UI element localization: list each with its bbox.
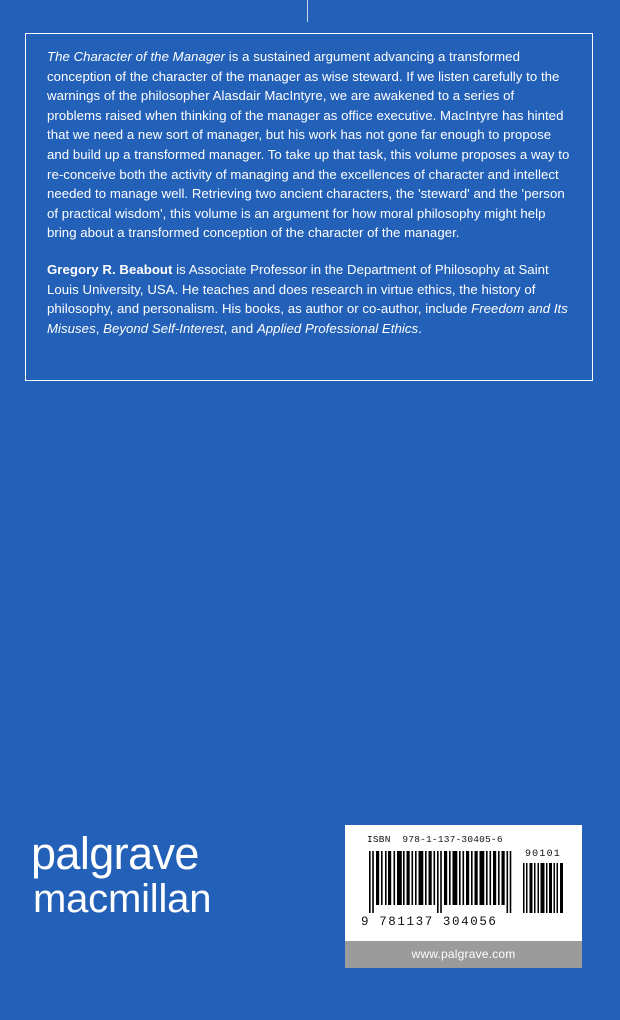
ean13-barcode-bars [367, 851, 517, 913]
spine-crop-mark [307, 0, 308, 22]
addon-barcode-bars [522, 863, 566, 913]
author-bio-paragraph [47, 260, 570, 338]
author-bio-end: . [418, 320, 422, 336]
author-book-title-3: Applied Professional Ethics [256, 320, 419, 336]
barcode-block [345, 825, 582, 968]
blurb-box [25, 33, 593, 381]
author-bio-separator-1: , [95, 320, 104, 336]
isbn-text [367, 834, 570, 845]
author-bio-text: is Associate Professor in the Department of Philosophy at Saint Louis University, USA. He teaches and does research in virtue ethics, the history of philosophy, and personalism. His books, as author or co-author, include [47, 261, 549, 317]
isbn-number: 978-1-137-30405-6 [402, 834, 503, 845]
publisher-logo-line-1: palgrave [31, 828, 199, 879]
author-bio-separator-2: , and [223, 320, 257, 336]
barcode-area [345, 825, 582, 941]
blurb-paragraph [47, 47, 570, 243]
blurb-book-title: The Character of the Manager [47, 49, 226, 64]
publisher-website[interactable]: www.palgrave.com [345, 941, 582, 968]
publisher-logo-line-2: macmillan [33, 877, 212, 921]
isbn-label: ISBN [367, 834, 391, 845]
ean-digits: 9 781137 304056 [361, 915, 498, 929]
author-book-title-2: Beyond Self-Interest [103, 320, 224, 336]
publisher-logo [31, 830, 211, 922]
author-book-title-1: Freedom and Its Misuses [47, 301, 568, 336]
blurb-inner [26, 34, 592, 338]
blurb-body: is a sustained argument advancing a transformed conception of the character of the manager as wise steward. If we listen carefully to the warnings of the philosopher Alasdair MacIntyre, we are awakened to a series of problems raised when thinking of the manager as office executive. MacIntyre has hinted that we need a new sort of manager, but his work has not gone far enough to propose and build up a transformed manager. To take up that task, this volume proposes a way to re-conceive both the activity of managing and the excellences of character and intellect needed to manage well. Retrieving two ancient characters, the 'steward' and the 'person of practical wisdom', this volume is an argument for how moral philosophy might help bring about a transformed conception of the character of the manager. [47, 49, 570, 241]
addon-digits: 90101 [524, 849, 561, 860]
author-name: Gregory R. Beabout [47, 261, 173, 277]
